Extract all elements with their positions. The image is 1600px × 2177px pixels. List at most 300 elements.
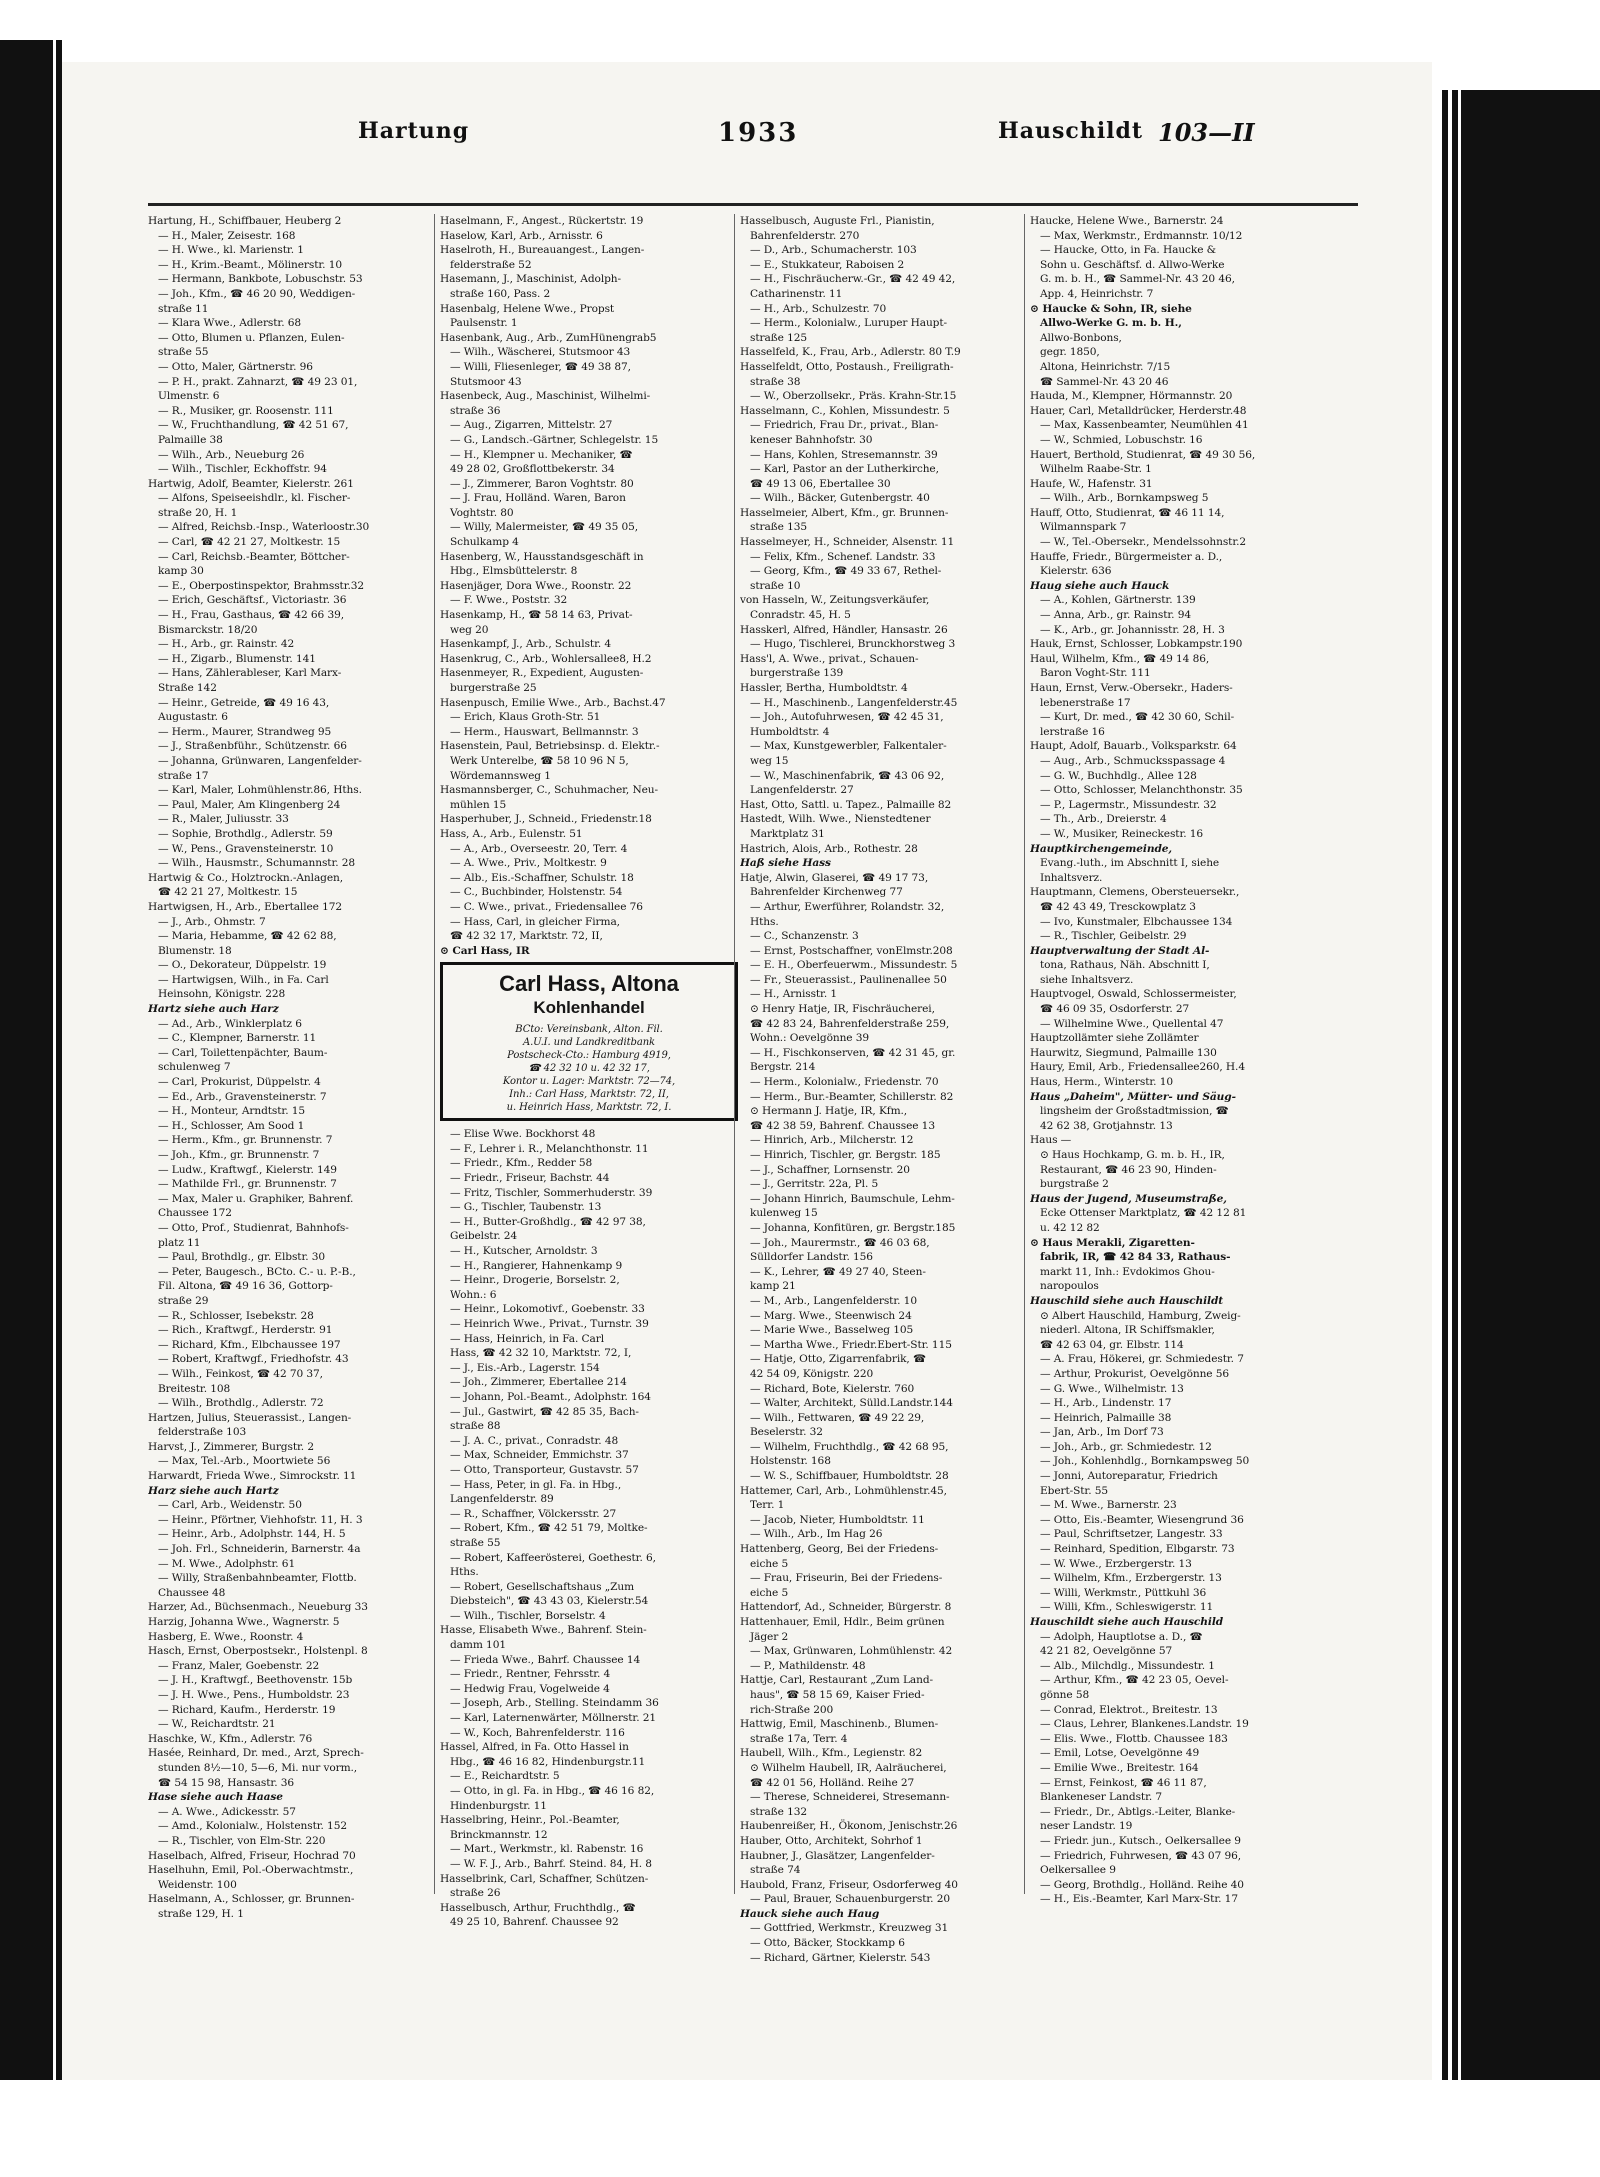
directory-entry: Hasselmann, C., Kohlen, Missundestr. 5 — [740, 404, 950, 417]
directory-entry: niederl. Altona, IR Schiffsmakler, — [1040, 1324, 1215, 1337]
directory-entry: Hattemer, Carl, Arb., Lohmühlenstr.45, — [740, 1484, 947, 1497]
section-heading: Haus der Jugend, Museumstraße, — [1030, 1192, 1227, 1205]
directory-entry: — Joh., Arb., gr. Schmiedestr. 12 — [1040, 1440, 1212, 1453]
directory-entry: ⊙ Haus Merakli, Zigaretten- — [1030, 1236, 1195, 1249]
directory-entry: — Ernst, Postschaffner, vonElmstr.208 — [750, 944, 953, 957]
directory-entry: — G. W., Buchhdlg., Allee 128 — [1040, 769, 1197, 782]
directory-entry: Voghtstr. 80 — [450, 506, 514, 519]
directory-entry: Haurwitz, Siegmund, Palmaille 130 — [1030, 1046, 1217, 1059]
directory-entry: — Friedrich, Fuhrwesen, ☎ 43 07 96, — [1040, 1849, 1242, 1862]
directory-entry: — Karl, Laternenwärter, Möllnerstr. 21 — [450, 1712, 657, 1725]
directory-entry: Schulkamp 4 — [450, 536, 519, 549]
directory-entry: — Heinr., Drogerie, Borselstr. 2, — [450, 1274, 620, 1287]
directory-entry: ⊙ Haucke & Sohn, IR, siehe — [1030, 302, 1192, 315]
directory-entry: weg 15 — [750, 754, 789, 767]
directory-entry: — Willy, Straßenbahnbeamter, Flottb. — [158, 1572, 357, 1585]
directory-entry: — Martha Wwe., Friedr.Ebert-Str. 115 — [750, 1338, 952, 1351]
directory-entry: — Richard, Gärtner, Kielerstr. 543 — [750, 1951, 931, 1964]
directory-entry: ⊙ Haus Hochkamp, G. m. b. H., IR, — [1040, 1149, 1225, 1161]
directory-entry: — Friedr. jun., Kutsch., Oelkersallee 9 — [1040, 1834, 1241, 1847]
directory-entry: damm 101 — [450, 1639, 506, 1652]
directory-entry: ⊙ Wilhelm Haubell, IR, Aalräucherei, — [750, 1761, 947, 1774]
directory-entry: Hbg., ☎ 46 16 82, Hindenburgstr.11 — [450, 1755, 646, 1768]
directory-entry: Ebert-Str. 55 — [1040, 1484, 1109, 1497]
directory-entry: neser Landstr. 19 — [1040, 1820, 1133, 1833]
directory-entry: — R., Schaffner, Völckersstr. 27 — [450, 1507, 617, 1520]
section-heading: Harz siehe auch Hartz — [148, 1484, 279, 1497]
directory-entry: — Willy, Malermeister, ☎ 49 35 05, — [450, 521, 639, 534]
directory-entry: — H., Kutscher, Arnoldstr. 3 — [450, 1245, 598, 1258]
directory-entry: — Erich, Geschäftsf., Victoriastr. 36 — [158, 594, 347, 607]
directory-entry: — E. H., Oberfeuerwm., Missundestr. 5 — [750, 959, 958, 972]
directory-entry: — J., Zimmerer, Baron Voghtstr. 80 — [450, 477, 634, 490]
directory-entry: Blankeneser Landstr. 7 — [1040, 1791, 1163, 1804]
directory-entry: tona, Rathaus, Näh. Abschnitt I, — [1040, 959, 1210, 972]
ad-line: BCto: Vereinsbank, Alton. Fil. — [515, 1024, 663, 1036]
directory-entry: — F. Wwe., Poststr. 32 — [450, 594, 568, 607]
directory-entry: — A., Kohlen, Gärtnerstr. 139 — [1040, 594, 1196, 607]
directory-entry: Langenfelderstr. 89 — [450, 1493, 554, 1506]
directory-entry: — W., Pens., Gravensteinerstr. 10 — [158, 842, 334, 855]
directory-entry: Beselerstr. 32 — [750, 1426, 823, 1439]
directory-entry: — M. Wwe., Adolphstr. 61 — [158, 1557, 296, 1570]
directory-entry: — Hugo, Tischlerei, Brunckhorstweg 3 — [750, 638, 956, 651]
directory-entry: — D., Arb., Schumacherstr. 103 — [750, 244, 917, 257]
directory-entry: straße 55 — [450, 1536, 501, 1549]
directory-entry: — Heinrich, Palmaille 38 — [1040, 1411, 1172, 1424]
directory-entry: Hastrich, Alois, Arb., Rothestr. 28 — [740, 842, 918, 855]
directory-entry: — W., Musiker, Reineckestr. 16 — [1040, 827, 1204, 840]
directory-entry: — Wilh., Arb., Im Hag 26 — [750, 1528, 883, 1541]
section-heading: Hauschildt siehe auch Hauschild — [1030, 1616, 1224, 1628]
directory-entry: — C. Wwe., privat., Friedensallee 76 — [450, 900, 643, 913]
directory-entry: Terr. 1 — [750, 1499, 785, 1512]
directory-entry: — Felix, Kfm., Schenef. Landstr. 33 — [750, 550, 936, 563]
directory-entry: — Frau, Friseurin, Bei der Friedens- — [750, 1572, 943, 1585]
directory-entry: burgstraße 2 — [1040, 1178, 1109, 1191]
directory-entry: — W., Reichardtstr. 21 — [158, 1718, 276, 1731]
directory-entry: — Arthur, Kfm., ☎ 42 23 05, Oevel- — [1040, 1674, 1229, 1687]
directory-entry: ☎ 42 43 49, Tresckowplatz 3 — [1040, 900, 1196, 913]
directory-entry: Harzer, Ad., Büchsenmach., Neueburg 33 — [148, 1601, 368, 1614]
directory-entry: — A. Frau, Hökerei, gr. Schmiedestr. 7 — [1040, 1353, 1244, 1366]
directory-entry: Hasselbrink, Carl, Schaffner, Schützen- — [440, 1872, 649, 1885]
directory-entry: straße 38 — [750, 375, 801, 388]
directory-entry: Bismarckstr. 18/20 — [158, 623, 258, 636]
directory-entry: Heinsohn, Königstr. 228 — [158, 988, 286, 1001]
directory-entry: Hartwig & Co., Holztrockn.-Anlagen, — [148, 871, 344, 884]
directory-entry: — Gottfried, Werkmstr., Kreuzweg 31 — [750, 1922, 949, 1935]
directory-entry: — Anna, Arb., gr. Rainstr. 94 — [1040, 609, 1191, 622]
directory-entry: Hasenpusch, Emilie Wwe., Arb., Bachst.47 — [440, 696, 666, 709]
directory-entry: ☎ 54 15 98, Hansastr. 36 — [158, 1776, 295, 1789]
directory-entry: von Hasseln, W., Zeitungsverkäufer, — [740, 594, 930, 607]
directory-entry: Wohn.: 6 — [450, 1288, 497, 1301]
directory-entry: — Hinrich, Arb., Milcherstr. 12 — [750, 1134, 914, 1147]
directory-entry: Hasselmeier, Albert, Kfm., gr. Brunnen- — [740, 506, 949, 519]
directory-entry: straße 125 — [750, 331, 808, 344]
directory-entry: ☎ 46 09 35, Osdorferstr. 27 — [1040, 1003, 1190, 1016]
directory-entry: — J., Straßenbführ., Schützenstr. 66 — [158, 740, 347, 753]
directory-entry: — W., Oberzollsekr., Präs. Krahn-Str.15 — [750, 390, 957, 403]
directory-entry: — Wilh., Tischler, Eckhoffstr. 94 — [158, 463, 327, 476]
directory-entry: — Therese, Schneiderei, Stresemann- — [750, 1791, 950, 1804]
ad-line: Inh.: Carl Hass, Marktstr. 72, II, — [509, 1089, 669, 1101]
directory-entry: — A. Wwe., Priv., Moltkestr. 9 — [450, 857, 607, 870]
directory-entry: Hasenjäger, Dora Wwe., Roonstr. 22 — [440, 579, 632, 592]
directory-entry: — Karl, Maler, Lohmühlenstr.86, Hths. — [158, 784, 362, 797]
directory-entry: — C., Klempner, Barnerstr. 11 — [158, 1032, 317, 1045]
section-heading: Hauptverwaltung der Stadt Al- — [1030, 944, 1210, 957]
directory-entry: Hauber, Otto, Architekt, Sohrhof 1 — [740, 1834, 923, 1847]
directory-entry: Augustastr. 6 — [158, 711, 228, 724]
directory-entry: — Hass, Carl, in gleicher Firma, — [450, 915, 620, 928]
directory-entry: Breitestr. 108 — [158, 1382, 231, 1395]
directory-entry: — Robert, Gesellschaftshaus „Zum — [450, 1580, 635, 1593]
directory-entry: — Herm., Kolonialw., Friedenstr. 70 — [750, 1076, 939, 1089]
directory-entry: Haubenreißer, H., Ökonom, Jenischstr.26 — [740, 1820, 958, 1833]
directory-entry: straße 17a, Terr. 4 — [750, 1732, 848, 1745]
directory-entry: — Fr., Steuerassist., Paulinenallee 50 — [750, 973, 947, 986]
directory-entry: Haus, Herm., Winterstr. 10 — [1030, 1076, 1173, 1089]
directory-entry: Haselow, Karl, Arb., Arnisstr. 6 — [440, 229, 603, 242]
directory-entry: — O., Dekorateur, Düppelstr. 19 — [158, 959, 327, 972]
directory-entry: burgerstraße 139 — [750, 667, 844, 680]
directory-entry: Hartwig, Adolf, Beamter, Kielerstr. 261 — [148, 477, 354, 490]
directory-entry: — Wilh., Bäcker, Gutenbergstr. 40 — [750, 492, 930, 505]
directory-entry: — Claus, Lehrer, Blankenes.Landstr. 19 — [1040, 1718, 1249, 1731]
directory-entry: Hindenburgstr. 11 — [450, 1799, 547, 1812]
directory-entry: — Arthur, Prokurist, Oevelgönne 56 — [1040, 1367, 1230, 1380]
directory-entry: — Ivo, Kunstmaler, Elbchaussee 134 — [1040, 915, 1233, 928]
directory-entry: — Marg. Wwe., Steenwisch 24 — [750, 1309, 912, 1322]
directory-entry: Hasenkampf, J., Arb., Schulstr. 4 — [440, 638, 612, 651]
directory-entry: — Johanna, Grünwaren, Langenfelder- — [158, 754, 362, 767]
directory-entry: — Erich, Klaus Groth-Str. 51 — [450, 711, 601, 724]
directory-entry: Harzig, Johanna Wwe., Wagnerstr. 5 — [148, 1616, 340, 1628]
directory-entry: straße 55 — [158, 346, 209, 359]
directory-entry: — M., Arb., Langenfelderstr. 10 — [750, 1294, 917, 1307]
directory-entry: — H., Arnisstr. 1 — [750, 988, 838, 1001]
section-heading: Hauptkirchengemeinde, — [1030, 842, 1172, 855]
directory-entry: — Klara Wwe., Adlerstr. 68 — [158, 317, 302, 330]
directory-entry: Hasselbusch, Arthur, Fruchthdlg., ☎ — [440, 1901, 636, 1914]
directory-entry: — Frieda Wwe., Bahrf. Chaussee 14 — [450, 1653, 641, 1666]
directory-entry: — Friedr., Kfm., Redder 58 — [450, 1157, 593, 1170]
directory-entry: Bahrenfelderstr. 270 — [750, 229, 860, 242]
directory-entry: — Robert, Kfm., ☎ 42 51 79, Moltke- — [450, 1522, 648, 1535]
directory-entry: Hasselbusch, Auguste Frl., Pianistin, — [740, 215, 935, 227]
advertisement-box — [440, 962, 738, 1121]
directory-entry: Hasenbeck, Aug., Maschinist, Wilhelmi- — [440, 390, 651, 403]
directory-entry: ☎ 49 13 06, Ebertallee 30 — [750, 477, 891, 490]
directory-entry: felderstraße 103 — [158, 1426, 247, 1439]
directory-entry: — P. H., prakt. Zahnarzt, ☎ 49 23 01, — [158, 375, 358, 388]
column-divider — [434, 214, 435, 1894]
directory-entry: markt 11, Inh.: Evdokimos Ghou- — [1040, 1265, 1215, 1278]
directory-entry: ⊙ Carl Hass, IR — [440, 944, 530, 957]
directory-entry: — Carl, Toilettenpächter, Baum- — [158, 1046, 328, 1059]
directory-entry: Hauert, Berthold, Studienrat, ☎ 49 30 56, — [1030, 448, 1256, 461]
directory-entry: — Hatje, Otto, Zigarrenfabrik, ☎ — [750, 1353, 927, 1366]
directory-entry: Hasemann, J., Maschinist, Adolph- — [440, 273, 621, 286]
directory-entry: Haubold, Franz, Friseur, Osdorferweg 40 — [740, 1878, 958, 1891]
directory-entry: Palmaille 38 — [158, 433, 223, 446]
directory-entry: — Georg, Brothdlg., Holländ. Reihe 40 — [1040, 1878, 1244, 1891]
directory-entry: Haselhuhn, Emil, Pol.-Oberwachtmstr., — [148, 1864, 354, 1877]
directory-entry: — Wilh., Fettwaren, ☎ 49 22 29, — [750, 1411, 925, 1424]
directory-entry: Bergstr. 214 — [750, 1061, 816, 1074]
section-heading: Hauschild siehe auch Hauschildt — [1030, 1294, 1224, 1307]
directory-entry: — W., Fruchthandlung, ☎ 42 51 67, — [158, 419, 349, 432]
directory-entry: — Maria, Hebamme, ☎ 42 62 88, — [158, 930, 337, 943]
directory-entry: Ulmenstr. 6 — [158, 390, 220, 403]
directory-entry: — Ernst, Feinkost, ☎ 46 11 87, — [1040, 1776, 1207, 1789]
page-number: 103—II — [1158, 118, 1255, 147]
directory-entry: Hasenkamp, H., ☎ 58 14 63, Privat- — [440, 609, 633, 622]
directory-entry: Hast, Otto, Sattl. u. Tapez., Palmaille 82 — [740, 798, 952, 811]
directory-entry: Diebsteich", ☎ 43 43 03, Kielerstr.54 — [450, 1595, 649, 1608]
directory-entry: — Max, Grünwaren, Lohmühlenstr. 42 — [750, 1645, 953, 1658]
directory-entry: Hattendorf, Ad., Schneider, Bürgerstr. 8 — [740, 1601, 952, 1614]
directory-entry: — C., Buchbinder, Holstenstr. 54 — [450, 886, 623, 899]
ad-line: ☎ 42 32 10 u. 42 32 17, — [528, 1063, 650, 1075]
directory-entry: — J. H. Wwe., Pens., Humboldstr. 23 — [158, 1688, 350, 1701]
directory-entry: Hass, A., Arb., Eulenstr. 51 — [440, 827, 583, 840]
directory-entry: Stutsmoor 43 — [450, 375, 522, 388]
directory-entry: — R., Tischler, Geibelstr. 29 — [1040, 930, 1187, 943]
directory-entry: — Karl, Pastor an der Lutherkirche, — [750, 463, 939, 476]
directory-entry: fabrik, IR, ☎ 42 84 33, Rathaus- — [1040, 1251, 1231, 1264]
directory-entry: — H., Frau, Gasthaus, ☎ 42 66 39, — [158, 609, 345, 622]
directory-entry: — H., Zigarb., Blumenstr. 141 — [158, 652, 316, 665]
directory-entry: Langenfelderstr. 27 — [750, 784, 854, 797]
directory-entry: — Otto, in gl. Fa. in Hbg., ☎ 46 16 82, — [450, 1785, 655, 1797]
directory-entry: — Elis. Wwe., Flottb. Chaussee 183 — [1040, 1732, 1228, 1745]
directory-entry: Hauffe, Friedr., Bürgermeister a. D., — [1030, 550, 1223, 563]
directory-entry: — Hermann, Bankbote, Lobuschstr. 53 — [158, 273, 363, 286]
directory-entry: — J., Gerritstr. 22a, Pl. 5 — [750, 1178, 879, 1191]
directory-entry: — R., Musiker, gr. Roosenstr. 111 — [158, 404, 334, 417]
directory-entry: — R., Schlosser, Isebekstr. 28 — [158, 1309, 314, 1322]
directory-entry: Hattenberg, Georg, Bei der Friedens- — [740, 1543, 939, 1556]
directory-entry: App. 4, Heinrichstr. 7 — [1040, 287, 1154, 300]
directory-entry: G. m. b. H., ☎ Sammel-Nr. 43 20 46, — [1040, 273, 1235, 286]
directory-entry: — Emilie Wwe., Breitestr. 164 — [1040, 1761, 1199, 1774]
directory-entry: — Ludw., Kraftwgf., Kielerstr. 149 — [158, 1163, 337, 1176]
directory-entry: — Herm., Kfm., gr. Brunnenstr. 7 — [158, 1134, 333, 1147]
directory-entry: — Hinrich, Tischler, gr. Bergstr. 185 — [750, 1149, 941, 1161]
directory-entry: — Ad., Arb., Winklerplatz 6 — [158, 1017, 302, 1030]
directory-entry: ☎ Sammel-Nr. 43 20 46 — [1040, 375, 1169, 388]
directory-entry: Hauk, Ernst, Schlosser, Lobkampstr.190 — [1030, 638, 1243, 651]
directory-entry: — Conrad, Elektrot., Breitestr. 13 — [1040, 1703, 1218, 1716]
directory-entry: 42 54 09, Königstr. 220 — [750, 1367, 874, 1380]
directory-entry: Haupt, Adolf, Bauarb., Volksparkstr. 64 — [1030, 740, 1237, 753]
directory-entry: — Carl, Prokurist, Düppelstr. 4 — [158, 1076, 321, 1089]
directory-entry: — W., Koch, Bahrenfelderstr. 116 — [450, 1726, 625, 1739]
directory-entry: — Joh., Kfm., ☎ 46 20 90, Weddigen- — [158, 287, 356, 300]
directory-entry: — Jan, Arb., Im Dorf 73 — [1040, 1426, 1164, 1439]
directory-entry: — Hartwigsen, Wilh., in Fa. Carl — [158, 973, 329, 986]
directory-entry: — Max, Werkmstr., Erdmannstr. 10/12 — [1040, 229, 1243, 242]
directory-entry: Hasselmeyer, H., Schneider, Alsenstr. 11 — [740, 536, 955, 549]
directory-entry: — Joh., Kfm., gr. Brunnenstr. 7 — [158, 1149, 320, 1161]
directory-entry: — P., Lagermstr., Missundestr. 32 — [1040, 798, 1217, 811]
directory-entry: — Kurt, Dr. med., ☎ 42 30 60, Schil- — [1040, 711, 1235, 724]
directory-entry: — Mart., Werkmstr., kl. Rabenstr. 16 — [450, 1843, 644, 1856]
directory-entry: — E., Reichardtstr. 5 — [450, 1770, 560, 1783]
directory-entry: — W. S., Schiffbauer, Humboldtstr. 28 — [750, 1470, 949, 1483]
column-divider — [1024, 214, 1025, 1894]
directory-entry: ☎ 42 32 17, Marktstr. 72, II, — [450, 930, 603, 943]
directory-entry: Sohn u. Geschäftsf. d. Allwo-Werke — [1040, 258, 1225, 271]
directory-entry: — Otto, Schlosser, Melanchthonstr. 35 — [1040, 784, 1243, 797]
directory-entry: Hasberg, E. Wwe., Roonstr. 4 — [148, 1630, 304, 1643]
directory-entry: Hasperhuber, J., Schneid., Friedenstr.18 — [440, 813, 652, 826]
directory-entry: kamp 21 — [750, 1280, 796, 1293]
directory-entry: — Wilh., Feinkost, ☎ 42 70 37, — [158, 1367, 323, 1380]
directory-entry: — R., Tischler, von Elm-Str. 220 — [158, 1834, 326, 1847]
directory-entry: — Willi, Fliesenleger, ☎ 49 38 87, — [450, 360, 631, 373]
directory-entry: — H., Fischräucherw.-Gr., ☎ 42 49 42, — [750, 273, 956, 286]
directory-entry: Evang.-luth., im Abschnitt I, siehe — [1040, 857, 1220, 870]
directory-entry: Wilmannspark 7 — [1040, 521, 1127, 534]
directory-entry: ⊙ Albert Hauschild, Hamburg, Zweig- — [1040, 1309, 1241, 1322]
directory-entry: ☎ 42 21 27, Moltkestr. 15 — [158, 886, 298, 899]
directory-entry: platz 11 — [158, 1236, 201, 1249]
directory-entry: straße 11 — [158, 302, 209, 315]
directory-entry: Harvst, J., Zimmerer, Burgstr. 2 — [148, 1440, 314, 1453]
directory-entry: Allwo-Bonbons, — [1040, 331, 1122, 344]
directory-entry: — Wilhelm, Kfm., Erzbergerstr. 13 — [1040, 1572, 1222, 1585]
directory-entry: stunden 8½—10, 5—6, Mi. nur vorm., — [158, 1761, 358, 1774]
directory-entry: Fil. Altona, ☎ 49 16 36, Gottorp- — [158, 1280, 333, 1293]
directory-entry: Hastedt, Wilh. Wwe., Nienstedtener — [740, 813, 931, 826]
directory-entry: Hass, ☎ 42 32 10, Marktstr. 72, I, — [450, 1347, 632, 1360]
directory-entry: 42 62 38, Grotjahnstr. 13 — [1040, 1119, 1173, 1132]
directory-entry: — Otto, Eis.-Beamter, Wiesengrund 36 — [1040, 1513, 1244, 1526]
directory-entry: — Paul, Brothdlg., gr. Elbstr. 30 — [158, 1251, 326, 1264]
directory-entry: ☎ 42 01 56, Holländ. Reihe 27 — [750, 1776, 915, 1789]
directory-entry: — Heinr., Pförtner, Viehhofstr. 11, H. 3 — [158, 1513, 363, 1526]
directory-entry: — Willi, Kfm., Schleswigerstr. 11 — [1040, 1601, 1214, 1614]
directory-entry: — Joh., Zimmerer, Ebertallee 214 — [450, 1376, 627, 1389]
directory-entry: — Alb., Milchdlg., Missundestr. 1 — [1040, 1659, 1215, 1672]
directory-entry: — Elise Wwe. Bockhorst 48 — [450, 1128, 596, 1141]
directory-entry: Haul, Wilhelm, Kfm., ☎ 49 14 86, — [1030, 652, 1210, 665]
directory-entry: Werk Unterelbe, ☎ 58 10 96 N 5, — [450, 754, 629, 767]
directory-entry: ☎ 42 38 59, Bahrenf. Chaussee 13 — [750, 1119, 935, 1132]
directory-entry: Haselmann, A., Schlosser, gr. Brunnen- — [148, 1893, 355, 1906]
directory-entry: — Carl, Reichsb.-Beamter, Böttcher- — [158, 550, 350, 563]
directory-entry: straße 20, H. 1 — [158, 506, 238, 519]
directory-entry: 49 25 10, Bahrenf. Chaussee 92 — [450, 1916, 619, 1929]
directory-entry: Chaussee 48 — [158, 1586, 226, 1599]
directory-entry: — Georg, Kfm., ☎ 49 33 67, Rethel- — [750, 565, 942, 578]
directory-entry: — Paul, Schriftsetzer, Langestr. 33 — [1040, 1528, 1223, 1541]
directory-entry: — W. F. J., Arb., Bahrf. Steind. 84, H. 8 — [450, 1857, 652, 1870]
directory-entry: Hasskerl, Alfred, Händler, Hansastr. 26 — [740, 623, 948, 636]
directory-entry: Hasenberg, W., Hausstandsgeschäft in — [440, 550, 644, 563]
directory-entry: Weidenstr. 100 — [158, 1878, 237, 1891]
directory-entry: lerstraße 16 — [1040, 725, 1105, 738]
directory-entry: Haucke, Helene Wwe., Barnerstr. 24 — [1030, 215, 1224, 227]
directory-entry: — Carl, ☎ 42 21 27, Moltkestr. 15 — [158, 536, 341, 549]
directory-entry: — Peter, Baugesch., BCto. C.- u. P.-B., — [158, 1265, 356, 1278]
directory-entry: — H., Schlosser, Am Sood 1 — [158, 1119, 305, 1132]
directory-entry: straße 26 — [450, 1887, 501, 1900]
section-heading: Hauck siehe auch Haug — [740, 1907, 880, 1920]
directory-entry: — E., Oberpostinspektor, Brahmsstr.32 — [158, 579, 365, 592]
directory-entry: — Richard, Kaufm., Herderstr. 19 — [158, 1703, 336, 1716]
column-1 — [148, 214, 446, 1921]
directory-entry: Haubner, J., Glasätzer, Langenfelder- — [740, 1849, 935, 1862]
directory-entry: mühlen 15 — [450, 798, 507, 811]
column-2 — [440, 214, 738, 1930]
directory-entry: siehe Inhaltsverz. — [1040, 973, 1134, 986]
directory-entry: — Ed., Arb., Gravensteinerstr. 7 — [158, 1090, 327, 1103]
directory-entry: Geibelstr. 24 — [450, 1230, 518, 1243]
directory-entry: — J. H., Kraftwgf., Beethovenstr. 15b — [158, 1674, 353, 1687]
directory-entry: straße 36 — [450, 404, 501, 417]
directory-entry: — Marie Wwe., Basselweg 105 — [750, 1324, 914, 1337]
directory-entry: Hass'l, A. Wwe., privat., Schauen- — [740, 652, 919, 665]
directory-entry: keneser Bahnhofstr. 30 — [750, 433, 873, 446]
directory-entry: Harwardt, Frieda Wwe., Simrockstr. 11 — [148, 1470, 357, 1483]
directory-entry: lebenerstraße 17 — [1040, 696, 1131, 709]
directory-entry: Altona, Heinrichstr. 7/15 — [1040, 360, 1171, 373]
directory-entry: — H., Arb., Lindenstr. 17 — [1040, 1397, 1172, 1410]
directory-entry: Hasselfeld, K., Frau, Arb., Adlerstr. 80 T.9 — [740, 346, 961, 359]
directory-entry: — Jonni, Autoreparatur, Friedrich — [1040, 1470, 1218, 1483]
directory-entry: 49 28 02, Großflottbekerstr. 34 — [450, 463, 615, 476]
ad-line: Postscheck-Cto.: Hamburg 4919, — [507, 1050, 671, 1062]
directory-entry: — Friedr., Friseur, Bachstr. 44 — [450, 1172, 610, 1185]
directory-entry: Hartwigsen, H., Arb., Ebertallee 172 — [148, 900, 343, 913]
directory-entry: — C., Schanzenstr. 3 — [750, 930, 859, 943]
directory-entry: eiche 5 — [750, 1586, 789, 1599]
directory-entry: — J., Eis.-Arb., Lagerstr. 154 — [450, 1361, 600, 1374]
directory-entry: straße 29 — [158, 1294, 209, 1307]
directory-entry: — H., Maschinenb., Langenfelderstr.45 — [750, 696, 958, 709]
directory-entry: — Otto, Blumen u. Pflanzen, Eulen- — [158, 331, 345, 344]
directory-entry: — H., Eis.-Beamter, Karl Marx-Str. 17 — [1040, 1893, 1238, 1906]
directory-entry: — Aug., Arb., Schmucksspassage 4 — [1040, 754, 1226, 767]
directory-entry: — H., Arb., Schulzestr. 70 — [750, 302, 887, 315]
directory-entry: — W., Maschinenfabrik, ☎ 43 06 92, — [750, 769, 945, 782]
directory-entry: — Wilh., Arb., Bornkampsweg 5 — [1040, 492, 1209, 505]
directory-entry: — Paul, Maler, Am Klingenberg 24 — [158, 798, 341, 811]
directory-entry: — Friedr., Dr., Abtlgs.-Leiter, Blanke- — [1040, 1805, 1236, 1818]
directory-entry: — Max, Maler u. Graphiker, Bahrenf. — [158, 1192, 354, 1205]
directory-entry: — Hans, Zählerableser, Karl Marx- — [158, 667, 342, 680]
directory-entry: Hasenmeyer, R., Expedient, Augusten- — [440, 667, 644, 680]
directory-entry: — K., Lehrer, ☎ 49 27 40, Steen- — [750, 1265, 926, 1278]
column-3 — [740, 214, 1038, 1965]
directory-entry: — Robert, Kraftwgf., Friedhofstr. 43 — [158, 1353, 349, 1366]
directory-entry: — E., Stukkateur, Raboisen 2 — [750, 258, 905, 271]
scan-border-right — [1432, 90, 1600, 2080]
directory-entry: — W. Wwe., Erzbergerstr. 13 — [1040, 1557, 1192, 1570]
ad-subtitle: Kohlenhandel — [533, 998, 645, 1018]
directory-entry: — Carl, Arb., Weidenstr. 50 — [158, 1499, 302, 1512]
directory-entry: Hattenhauer, Emil, Hdlr., Beim grünen — [740, 1616, 945, 1628]
directory-entry: Conradstr. 45, H. 5 — [750, 609, 851, 622]
directory-entry: — K., Arb., gr. Johannisstr. 28, H. 3 — [1040, 623, 1225, 636]
directory-entry: — Robert, Kaffeerösterei, Goethestr. 6, — [450, 1551, 656, 1564]
directory-entry: Hasenkrug, C., Arb., Wohlersallee8, H.2 — [440, 652, 652, 665]
